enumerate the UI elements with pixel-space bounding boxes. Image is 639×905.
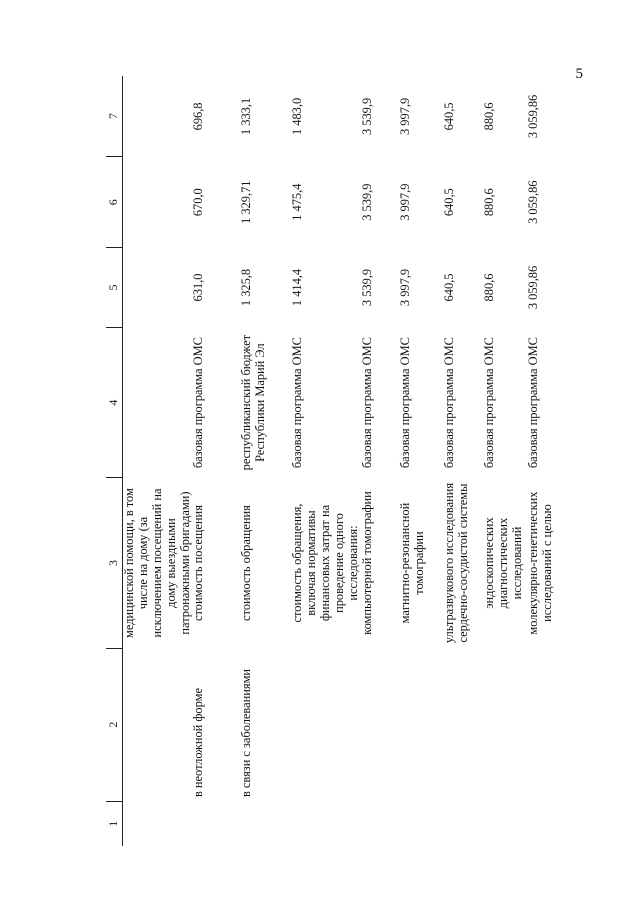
cell-col3: стоимость посещения: [191, 505, 206, 621]
cell-col7: 1 333,1: [239, 97, 254, 136]
cell-col1: [240, 801, 291, 846]
cell-col4: базовая программа ОМС: [397, 337, 412, 469]
cell-col6: 1 475,4: [290, 183, 305, 221]
table-row: [361, 76, 399, 846]
cell-col5: 640,5: [441, 273, 456, 302]
cell-col5: 880,6: [481, 273, 496, 302]
cell-col4: базовая программа ОМС: [441, 337, 456, 469]
column-number-6: 6: [106, 157, 123, 248]
cell-col5: 1 325,8: [239, 268, 254, 307]
cell-col6: 1 329,71: [239, 180, 254, 224]
table-row: [527, 76, 571, 846]
cell-col1: [123, 801, 193, 846]
cell-col2: [361, 648, 399, 801]
table-row: [192, 76, 240, 846]
cell-col7: 1 483,0: [290, 97, 305, 136]
cell-col3: стоимость обращения, включая нормативы финансовых затрат на проведение одного исследования:: [290, 503, 361, 623]
tariff-table: [106, 76, 571, 846]
cell-col4: базовая программа ОМС: [290, 337, 305, 469]
cell-col1: [192, 801, 240, 846]
cell-col5: 3 059,86: [525, 265, 540, 310]
rotated-table-sheet: [106, 76, 611, 846]
cell-col3: медицинской помощи, в том числе на дому (за исключением посещений на дому выездными патронажными бригадами): [122, 488, 192, 638]
cell-col7: [123, 76, 193, 157]
cell-col1: [399, 801, 443, 846]
cell-col7: 696,8: [191, 102, 206, 131]
cell-col2: [291, 648, 360, 801]
column-number-7: 7: [106, 76, 123, 157]
column-number-row: [106, 76, 123, 846]
cell-col4: базовая программа ОМС: [525, 337, 540, 469]
cell-col2: в связи с заболеваниями: [239, 668, 254, 798]
column-number-1: 1: [106, 801, 123, 846]
cell-col2: [443, 648, 483, 801]
cell-col1: [291, 801, 360, 846]
cell-col6: 3 997,9: [397, 183, 412, 221]
cell-col2: [483, 648, 527, 801]
cell-col3: молекулярно-генетических исследований с целью: [525, 491, 554, 635]
cell-col1: [527, 801, 571, 846]
cell-col6: 640,5: [441, 188, 456, 217]
cell-col1: [483, 801, 527, 846]
cell-col2: в неотложной форме: [191, 688, 206, 798]
cell-col3: эндоскопических диагностических исследований: [481, 517, 524, 609]
cell-col5: 631,0: [191, 273, 206, 302]
cell-col6: 670,0: [191, 188, 206, 217]
cell-col2: [527, 648, 571, 801]
cell-col6: 880,6: [481, 188, 496, 217]
cell-col4: республиканский бюджет Республики Марий Эл: [239, 334, 268, 471]
table-row: [443, 76, 483, 846]
cell-col4: [123, 327, 193, 477]
cell-col5: 3 997,9: [397, 268, 412, 307]
cell-col3: магнитно-резонансной томографии: [397, 502, 426, 624]
cell-col6: 3 539,9: [359, 183, 374, 221]
cell-col7: 3 539,9: [359, 97, 374, 136]
cell-col1: [361, 801, 399, 846]
column-number-4: 4: [106, 327, 123, 477]
column-number-2: 2: [106, 648, 123, 801]
cell-col6: [123, 157, 193, 248]
table-row: [483, 76, 527, 846]
cell-col4: базовая программа ОМС: [481, 337, 496, 469]
cell-col5: [123, 248, 193, 328]
cell-col5: 1 414,4: [290, 268, 305, 307]
cell-col3: ультразвукового исследования сердечно-сосудистой системы: [441, 482, 470, 644]
page-number: 5: [575, 66, 583, 82]
table-row: [291, 76, 360, 846]
cell-col5: 3 539,9: [359, 268, 374, 307]
table-row: [399, 76, 443, 846]
column-number-3: 3: [106, 478, 123, 648]
cell-col7: 3 997,9: [397, 97, 412, 136]
table-row: [123, 76, 193, 846]
cell-col2: [123, 648, 193, 801]
cell-col7: 3 059,86: [525, 94, 540, 139]
table-row: [240, 76, 291, 846]
cell-col2: [399, 648, 443, 801]
cell-col7: 880,6: [481, 102, 496, 131]
cell-col3: компьютерной томографии: [359, 491, 374, 635]
column-number-5: 5: [106, 248, 123, 328]
cell-col3: стоимость обращения: [239, 505, 254, 621]
cell-col4: базовая программа ОМС: [359, 337, 374, 469]
cell-col7: 640,5: [441, 102, 456, 131]
cell-col1: [443, 801, 483, 846]
cell-col4: базовая программа ОМС: [191, 337, 206, 469]
cell-col6: 3 059,86: [525, 180, 540, 224]
